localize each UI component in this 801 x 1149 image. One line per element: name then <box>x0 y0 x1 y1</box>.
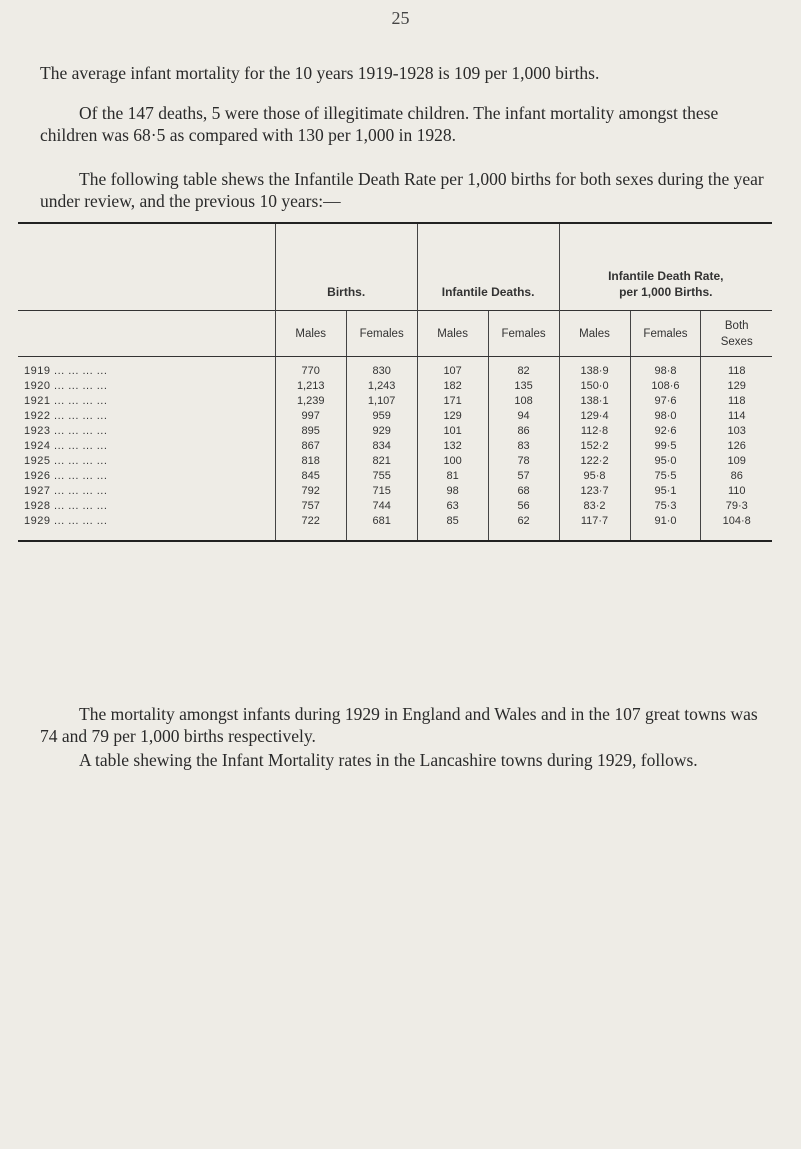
subheader-rate-females: Females <box>630 311 701 357</box>
row-year: 1927 ... ... ... ... <box>24 485 108 497</box>
cell-rate-both: 103 <box>701 424 772 439</box>
header-death-rate-line1: Infantile Death Rate, <box>608 269 724 283</box>
subheader-rate-both-line1: Both <box>724 319 749 332</box>
row-year: 1925 ... ... ... ... <box>24 455 108 467</box>
paragraph-illegitimate-deaths: Of the 147 deaths, 5 were those of illegitimate children. The infant mortality amongst these children was 68·5 as compared with 130 per 1,000 in 1928. <box>40 103 719 145</box>
cell-deaths-females: 86 <box>488 424 559 439</box>
table-row <box>18 394 772 409</box>
subheader-deaths-males: Males <box>417 311 488 357</box>
cell-rate-both: 129 <box>701 379 772 394</box>
cell-rate-females: 95·0 <box>630 454 701 469</box>
cell-births-females: 834 <box>346 439 417 454</box>
cell-rate-males: 83·2 <box>559 499 630 514</box>
subheader-births-females: Females <box>346 311 417 357</box>
cell-deaths-males: 63 <box>417 499 488 514</box>
cell-rate-males: 152·2 <box>559 439 630 454</box>
row-year: 1922 ... ... ... ... <box>24 410 108 422</box>
row-year: 1926 ... ... ... ... <box>24 470 108 482</box>
table-row <box>18 499 772 514</box>
cell-births-males: 845 <box>275 469 346 484</box>
cell-rate-females: 92·6 <box>630 424 701 439</box>
cell-births-females: 681 <box>346 514 417 541</box>
cell-deaths-females: 78 <box>488 454 559 469</box>
subheader-rate-males: Males <box>559 311 630 357</box>
row-year: 1929 ... ... ... ... <box>18 514 275 541</box>
cell-rate-both: 109 <box>701 454 772 469</box>
cell-births-males: 1,213 <box>275 379 346 394</box>
cell-rate-females: 95·1 <box>630 484 701 499</box>
cell-deaths-females: 94 <box>488 409 559 424</box>
cell-rate-both: 126 <box>701 439 772 454</box>
row-year: 1920 ... ... ... ... <box>24 380 108 392</box>
cell-rate-females: 99·5 <box>630 439 701 454</box>
cell-births-females: 830 <box>346 357 417 380</box>
cell-rate-males: 129·4 <box>559 409 630 424</box>
cell-rate-males: 95·8 <box>559 469 630 484</box>
table-row <box>18 469 772 484</box>
cell-deaths-males: 129 <box>417 409 488 424</box>
cell-births-males: 818 <box>275 454 346 469</box>
cell-rate-both: 86 <box>701 469 772 484</box>
cell-rate-females: 108·6 <box>630 379 701 394</box>
cell-births-males: 792 <box>275 484 346 499</box>
cell-births-females: 715 <box>346 484 417 499</box>
cell-deaths-females: 62 <box>488 514 559 541</box>
cell-rate-both: 79·3 <box>701 499 772 514</box>
table-sub-header-row <box>18 311 772 357</box>
header-year-blank <box>18 223 275 311</box>
cell-rate-females: 98·0 <box>630 409 701 424</box>
cell-rate-females: 91·0 <box>630 514 701 541</box>
table-row <box>18 357 772 380</box>
cell-rate-females: 98·8 <box>630 357 701 380</box>
cell-births-males: 867 <box>275 439 346 454</box>
cell-births-males: 722 <box>275 514 346 541</box>
cell-rate-males: 122·2 <box>559 454 630 469</box>
row-year: 1923 ... ... ... ... <box>24 425 108 437</box>
cell-rate-females: 75·5 <box>630 469 701 484</box>
cell-births-females: 929 <box>346 424 417 439</box>
cell-deaths-females: 135 <box>488 379 559 394</box>
cell-rate-both: 118 <box>701 394 772 409</box>
paragraph-lancashire-table: A table shewing the Infant Mortality rates in the Lancashire towns during 1929, follows. <box>79 750 698 770</box>
page-number: 25 <box>391 8 410 28</box>
cell-births-males: 1,239 <box>275 394 346 409</box>
subheader-deaths-females: Females <box>488 311 559 357</box>
paragraph-average-mortality: The average infant mortality for the 10 years 1919-1928 is 109 per 1,000 births. <box>40 63 600 83</box>
table-row <box>18 409 772 424</box>
cell-deaths-females: 82 <box>488 357 559 380</box>
cell-deaths-females: 108 <box>488 394 559 409</box>
cell-deaths-females: 68 <box>488 484 559 499</box>
header-death-rate <box>559 223 772 311</box>
cell-rate-females: 75·3 <box>630 499 701 514</box>
header-death-rate-line2: per 1,000 Births. <box>619 285 713 299</box>
table-row <box>18 484 772 499</box>
paragraph-table-intro: The following table shews the Infantile Death Rate per 1,000 births for both sexes during the year under review, and the previous 10 years:— <box>40 169 764 211</box>
cell-rate-both: 114 <box>701 409 772 424</box>
cell-births-females: 755 <box>346 469 417 484</box>
table-row <box>18 454 772 469</box>
table-group-header-row <box>18 223 772 311</box>
infant-mortality-table <box>18 222 772 542</box>
cell-rate-males: 150·0 <box>559 379 630 394</box>
cell-deaths-males: 182 <box>417 379 488 394</box>
cell-births-males: 757 <box>275 499 346 514</box>
table-row <box>18 514 772 541</box>
subheader-rate-both-line2: Sexes <box>720 335 753 348</box>
row-year: 1919 ... ... ... ... <box>24 365 108 377</box>
row-year: 1921 ... ... ... ... <box>24 395 108 407</box>
cell-births-females: 959 <box>346 409 417 424</box>
cell-deaths-males: 171 <box>417 394 488 409</box>
cell-deaths-males: 107 <box>417 357 488 380</box>
table-row <box>18 379 772 394</box>
cell-births-females: 1,107 <box>346 394 417 409</box>
cell-deaths-females: 56 <box>488 499 559 514</box>
cell-births-males: 997 <box>275 409 346 424</box>
header-infantile-deaths: Infantile Deaths. <box>417 223 559 311</box>
cell-rate-males: 117·7 <box>559 514 630 541</box>
cell-deaths-males: 98 <box>417 484 488 499</box>
cell-deaths-males: 132 <box>417 439 488 454</box>
row-year: 1928 ... ... ... ... <box>24 500 108 512</box>
cell-deaths-males: 81 <box>417 469 488 484</box>
cell-rate-males: 123·7 <box>559 484 630 499</box>
header-births: Births. <box>275 223 417 311</box>
subheader-year-blank <box>18 311 275 357</box>
table-row <box>18 439 772 454</box>
cell-rate-both: 110 <box>701 484 772 499</box>
cell-rate-both: 104·8 <box>701 514 772 541</box>
cell-births-males: 895 <box>275 424 346 439</box>
cell-rate-females: 97·6 <box>630 394 701 409</box>
cell-deaths-males: 85 <box>417 514 488 541</box>
cell-births-males: 770 <box>275 357 346 380</box>
cell-deaths-females: 83 <box>488 439 559 454</box>
cell-rate-males: 138·1 <box>559 394 630 409</box>
cell-births-females: 821 <box>346 454 417 469</box>
cell-births-females: 1,243 <box>346 379 417 394</box>
paragraph-england-wales: The mortality amongst infants during 1929 in England and Wales and in the 107 great towns was 74 and 79 per 1,000 births respectively. <box>40 704 758 746</box>
row-year: 1924 ... ... ... ... <box>24 440 108 452</box>
cell-deaths-males: 101 <box>417 424 488 439</box>
subheader-rate-both-sexes <box>701 311 772 357</box>
cell-rate-both: 118 <box>701 357 772 380</box>
cell-deaths-females: 57 <box>488 469 559 484</box>
table-row <box>18 424 772 439</box>
cell-rate-males: 138·9 <box>559 357 630 380</box>
cell-rate-males: 112·8 <box>559 424 630 439</box>
subheader-births-males: Males <box>275 311 346 357</box>
cell-deaths-males: 100 <box>417 454 488 469</box>
cell-births-females: 744 <box>346 499 417 514</box>
